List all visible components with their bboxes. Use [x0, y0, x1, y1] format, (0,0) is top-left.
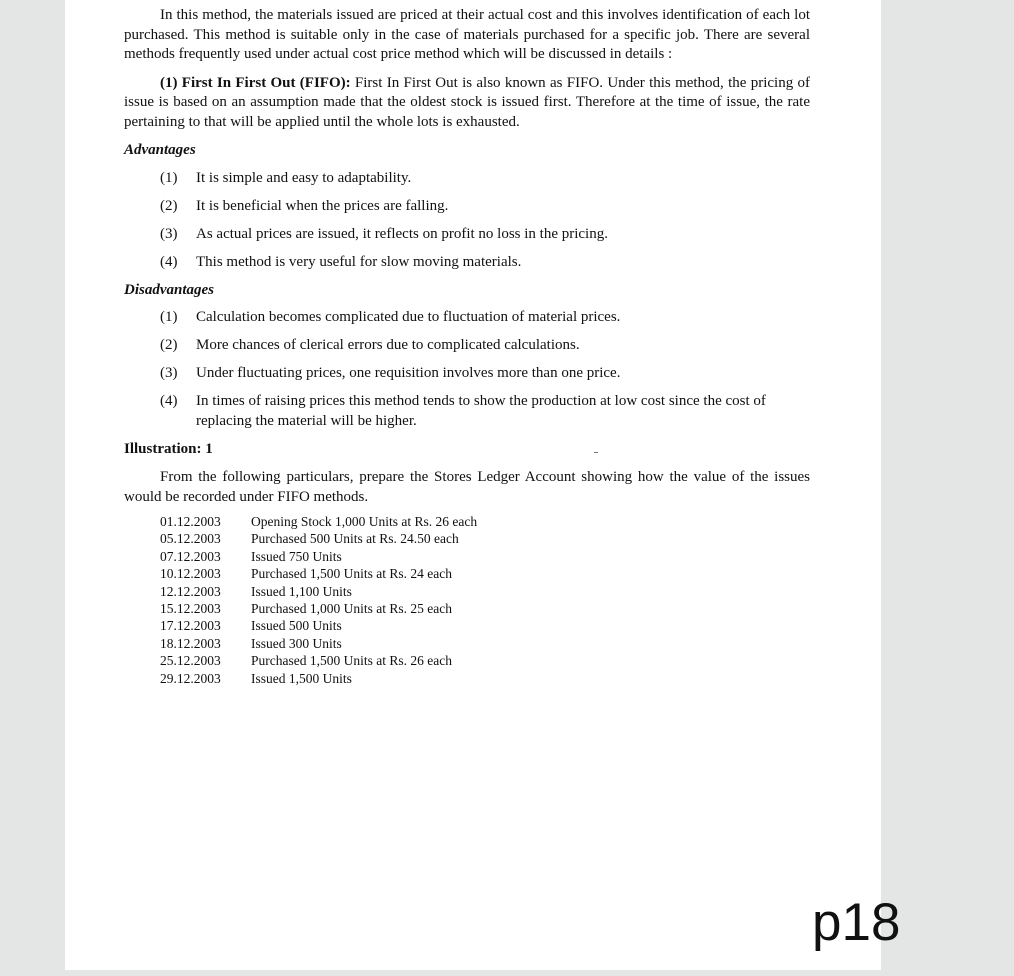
document-page: [65, 0, 901, 970]
list-item: [124, 197, 810, 217]
item-text: It is simple and easy to adaptability.: [196, 169, 412, 186]
transaction-row: [160, 530, 810, 547]
item-number: (4): [160, 253, 178, 270]
transaction-desc: Purchased 1,500 Units at Rs. 24 each: [251, 566, 452, 582]
item-text: This method is very useful for slow moving materials.: [196, 253, 522, 270]
transaction-row: [160, 548, 810, 565]
item-text: In times of raising prices this method tends to show the production at low cost since the cost of replacing the material will be higher.: [196, 393, 766, 429]
transaction-row: [160, 513, 810, 530]
transaction-date: 15.12.2003: [160, 601, 221, 617]
transaction-desc: Purchased 500 Units at Rs. 24.50 each: [251, 531, 459, 547]
transaction-date: 12.12.2003: [160, 583, 221, 599]
transaction-date: 18.12.2003: [160, 635, 221, 651]
item-number: (2): [160, 197, 178, 214]
disadvantages-list: [124, 308, 810, 431]
item-text: As actual prices are issued, it reflects on profit no loss in the pricing.: [196, 225, 608, 242]
transaction-row: [160, 565, 810, 582]
advantages-heading: Advantages: [124, 142, 196, 158]
illustration-heading: Illustration: 1: [124, 440, 213, 457]
item-number: (1): [160, 309, 178, 325]
item-number: (4): [160, 393, 178, 409]
transactions-list: [160, 513, 810, 687]
item-text: Calculation becomes complicated due to fluctuation of material prices.: [196, 309, 621, 325]
transaction-date: 25.12.2003: [160, 653, 221, 669]
transaction-desc: Issued 1,500 Units: [251, 670, 352, 686]
list-item: [124, 253, 810, 273]
advantages-list: [124, 169, 810, 273]
transaction-date: 10.12.2003: [160, 566, 221, 582]
transaction-row: [160, 617, 810, 634]
disadvantages-heading: Disadvantages: [124, 281, 214, 298]
list-item: [124, 169, 810, 189]
transaction-desc: Opening Stock 1,000 Units at Rs. 26 each: [251, 514, 478, 529]
item-number: (1): [160, 169, 178, 186]
list-item: [124, 225, 810, 245]
list-item: [124, 392, 810, 431]
illustration-paragraph: From the following particulars, prepare the Stores Ledger Account showing how the value of the issues would be recorded under FIFO methods.: [124, 469, 810, 505]
list-item: [124, 336, 810, 356]
list-item: [124, 364, 810, 384]
transaction-row: [160, 635, 810, 652]
fifo-label: (1) First In First Out (FIFO):: [160, 74, 351, 91]
page-number: p18: [812, 893, 901, 952]
intro-paragraph: In this method, the materials issued are priced at their actual cost and this involves identification of each lot purchased. This method is suitable only in the case of materials purchased for a specific job. There are several methods frequently used under actual cost price method which will be discussed in details :: [124, 7, 810, 62]
transaction-date: 07.12.2003: [160, 548, 221, 564]
item-text: Under fluctuating prices, one requisition involves more than one price.: [196, 365, 621, 381]
transaction-row: [160, 652, 810, 669]
transaction-desc: Purchased 1,500 Units at Rs. 26 each: [251, 653, 452, 669]
item-text: It is beneficial when the prices are falling.: [196, 197, 449, 214]
item-number: (3): [160, 365, 178, 381]
item-text: More chances of clerical errors due to complicated calculations.: [196, 337, 580, 353]
fifo-text: First In First Out is also known as FIFO. Under this method, the pricing of issue is based on an assumption made that the oldest stock is issued first. Therefore at the time of issue, the rate pertaining to that will be applied until the whole lots is exhausted.: [124, 74, 810, 130]
transaction-date: 05.12.2003: [160, 531, 221, 547]
transaction-date: 01.12.2003: [160, 514, 221, 529]
stray-mark: [594, 452, 598, 453]
transaction-row: [160, 670, 810, 687]
page-content: [124, 6, 810, 687]
transaction-date: 29.12.2003: [160, 670, 221, 686]
transaction-desc: Issued 500 Units: [251, 618, 342, 634]
item-number: (2): [160, 337, 178, 353]
transaction-desc: Issued 300 Units: [251, 635, 342, 651]
transaction-row: [160, 600, 810, 617]
transaction-row: [160, 583, 810, 600]
list-item: [124, 308, 810, 328]
transaction-desc: Issued 750 Units: [251, 548, 342, 564]
transaction-date: 17.12.2003: [160, 618, 221, 634]
transaction-desc: Issued 1,100 Units: [251, 583, 352, 599]
transaction-desc: Purchased 1,000 Units at Rs. 25 each: [251, 601, 452, 617]
fifo-paragraph: [124, 74, 810, 133]
item-number: (3): [160, 225, 178, 242]
